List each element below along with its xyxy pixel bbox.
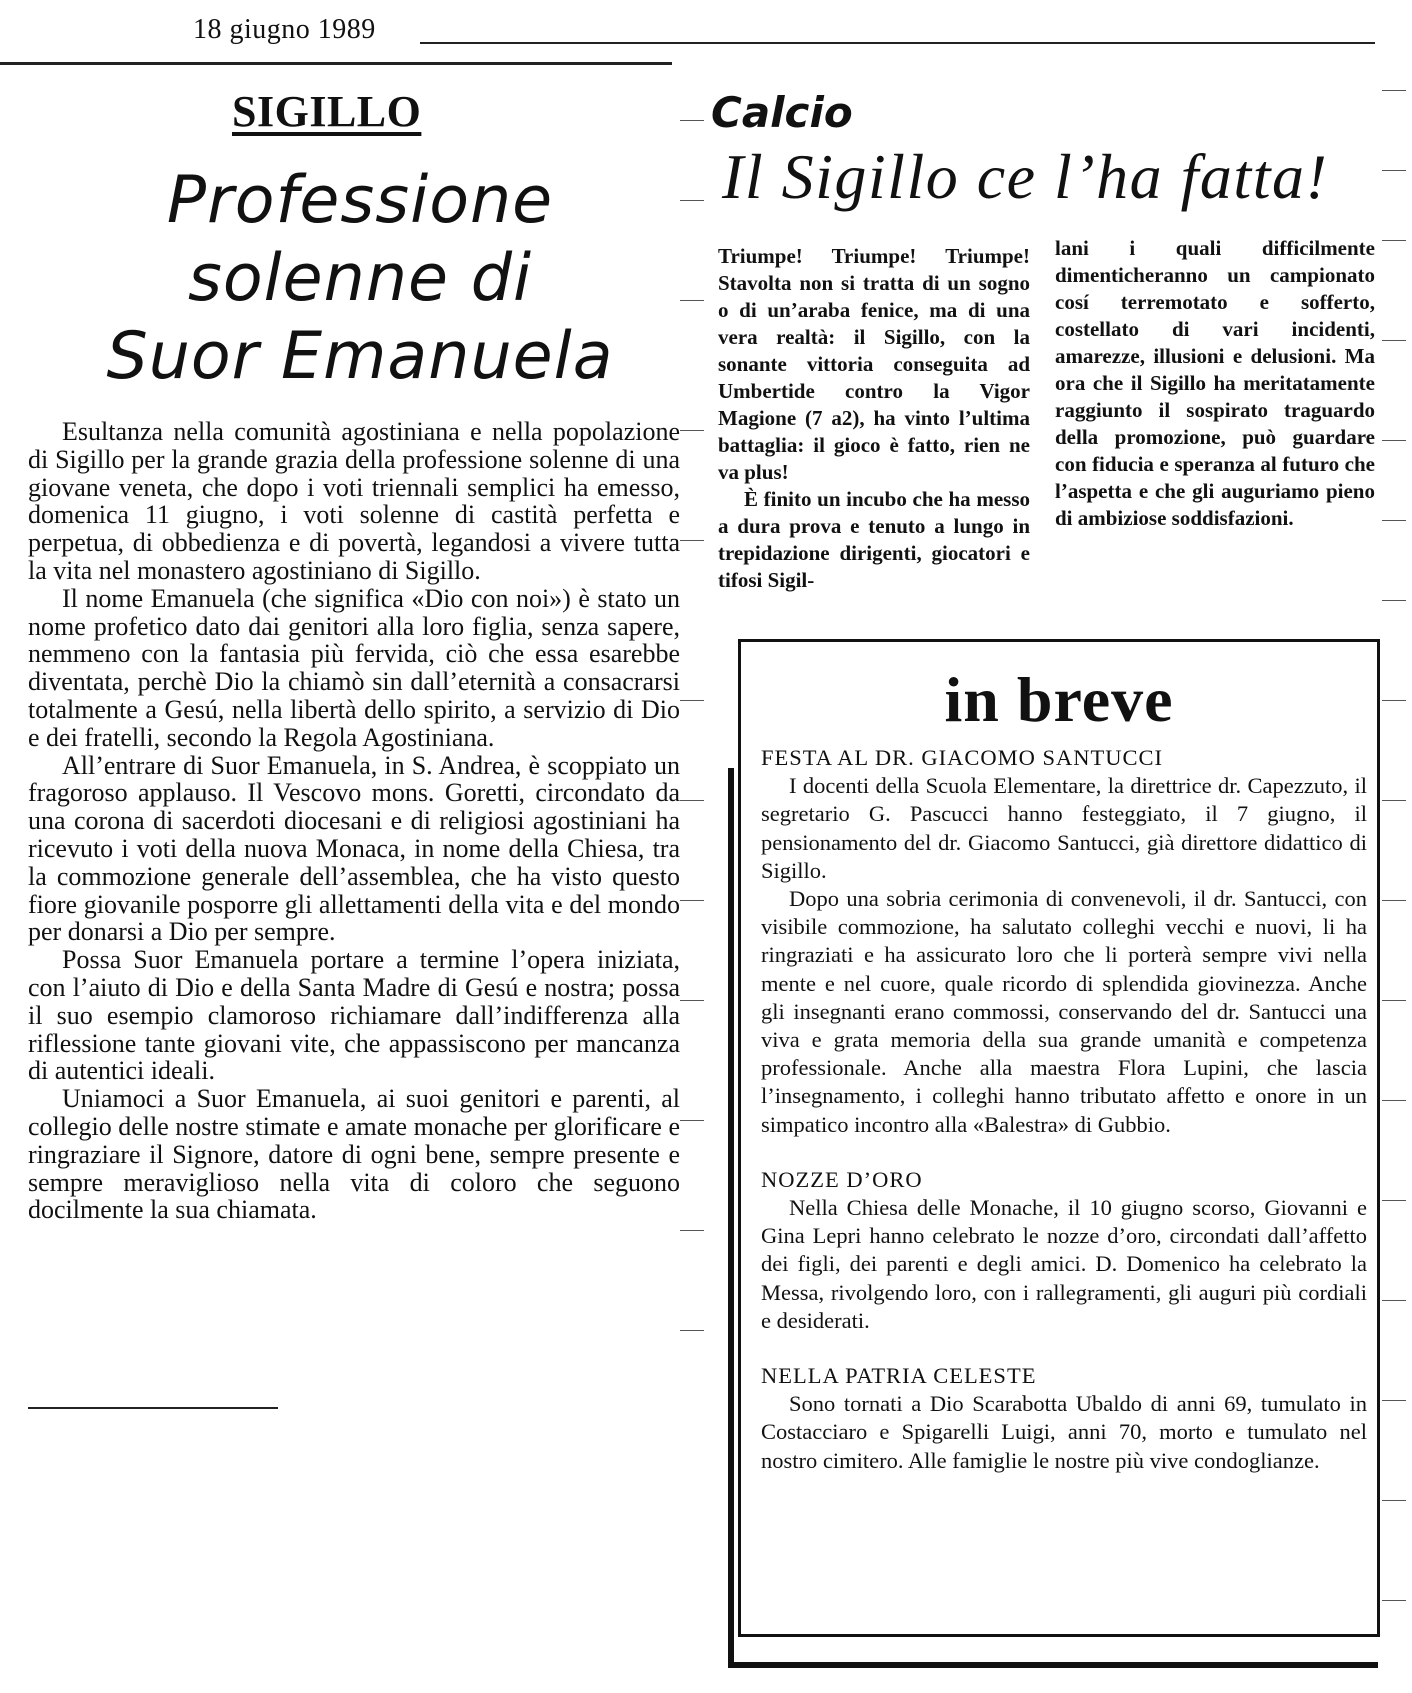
section-title-calcio: Calcio <box>711 88 853 137</box>
guide-dash <box>680 1000 704 1001</box>
guide-dash <box>680 200 704 201</box>
in-breve-title: in breve <box>944 664 1174 735</box>
headline-sigillo-fatta: Il Sigillo ce l’ha fatta! <box>722 141 1329 212</box>
news-heading: NELLA PATRIA CELESTE <box>761 1363 1037 1389</box>
article-body-left <box>28 418 680 1224</box>
guide-dash <box>680 1230 704 1231</box>
calcio-column-2 <box>1055 235 1375 532</box>
guide-dash <box>1382 240 1406 241</box>
paragraph: I docenti della Scuola Elementare, la direttrice dr. Capezzuto, il segretario G. Pascucci hanno festeggiato, il 7 giugno, il pensionamento del dr. Giacomo Santucci, già direttore didattico di Sigillo. <box>761 773 1367 883</box>
guide-dash <box>1382 1500 1406 1501</box>
box-shadow-bottom <box>728 1662 1378 1668</box>
guide-dash <box>680 430 704 431</box>
headline-line: solenne di <box>187 241 533 316</box>
guide-dash <box>1382 1100 1406 1101</box>
headline-professione <box>60 162 660 396</box>
guide-dash <box>1382 600 1406 601</box>
article-end-rule <box>28 1407 278 1409</box>
guide-dash <box>1382 900 1406 901</box>
guide-dash <box>1382 800 1406 801</box>
paragraph: Sono tornati a Dio Scarabotta Ubaldo di anni 69, tumulato in Costacciaro e Spigarelli Luigi, anni 70, morto e tumulato nel nostro cimitero. Alle famiglie le nostre più vive condoglianze. <box>761 1391 1367 1473</box>
guide-dash <box>680 1330 704 1331</box>
box-shadow-left <box>728 768 734 1668</box>
guide-dash <box>1382 170 1406 171</box>
paragraph: È finito un incubo che ha messo a dura prova e tenuto a lungo in trepidazione dirigenti, giocatori e tifosi Sigil- <box>718 487 1030 592</box>
guide-dash <box>680 800 704 801</box>
calcio-column-1 <box>718 243 1030 594</box>
guide-dash <box>1382 1200 1406 1201</box>
guide-dash <box>680 700 704 701</box>
guide-dash <box>680 900 704 901</box>
paragraph: All’entrare di Suor Emanuela, in S. Andrea, è scoppiato un fragoroso applauso. Il Vescovo mons. Goretti, circondato da una corona di sacerdoti diocesani e di religiosi agostiniani ha ricevuto i voti della nuova Monaca, in nome della Chiesa, tra la commozione generale dell’assemblea, che ha visto questo fiore giovanile posporre gli allettamenti della vita e del mondo per donarsi a Dio per sempre. <box>28 750 680 947</box>
paragraph: Dopo una sobria cerimonia di convenevoli, il dr. Santucci, con visibile commozione, ha salutato colleghi vecchi e nuovi, li ha ringraziati e ha assicurato loro che li porterà sempre vivi nella mente e nel cuore, quale ricordo di splendida giovinezza. Anche gli insegnanti erano commossi, conservando del dr. Santucci una viva e grata memoria della sua grande umanità e competenza professionale. Anche alla maestra Flora Lupini, che lascia l’insegnamento, i colleghi hanno tributato affetto e onore in un simpatico incontro alla «Balestra» di Gubbio. <box>761 886 1367 1137</box>
issue-date: 18 giugno 1989 <box>193 14 376 45</box>
paragraph: Uniamoci a Suor Emanuela, ai suoi genitori e parenti, al collegio delle nostre stimate e amate monache per glorificare e ringraziare il Signore, datore di ogni bene, sempre presente e sempre meraviglioso nella vita di coloro che seguono docilmente la sua chiamata. <box>28 1084 680 1225</box>
guide-dash <box>680 120 704 121</box>
paragraph: Il nome Emanuela (che significa «Dio con noi») è stato un nome profetico dato dai genitori alla loro figlia, senza sapere, nemmeno con la fantasia più fervida, ciò che essa esarebbe diventata, perchè Dio la chiamò sin dall’eternità a consacrarsi totalmente a Gesú, nella libertà dello spirito, a servizio di Dio e dei fratelli, secondo la Regola Agostiniana. <box>28 583 680 752</box>
guide-dash <box>680 1120 704 1121</box>
paragraph: Possa Suor Emanuela portare a termine l’opera iniziata, con l’aiuto di Dio e della Santa Madre di Gesú e nostra; possa il suo esempio clamoroso richiamare dall’indifferenza alla riflessione tante giovani vite, che appassiscono per mancanza di autentici ideali. <box>28 945 680 1086</box>
guide-dash <box>1382 1400 1406 1401</box>
guide-dash <box>1382 520 1406 521</box>
paragraph: Triumpe! Triumpe! Triumpe! Stavolta non si tratta di un sogno o di un’araba fenice, ma di una vera realtà: il Sigillo, con la sonante vittoria conseguita ad Umbertide contro la Vigor Magione (7 a2), ha vinto l’ultima battaglia: il gioco è fatto, rien ne va plus! <box>718 244 1030 484</box>
top-rule-right <box>420 42 1375 44</box>
guide-dash <box>1382 1600 1406 1601</box>
guide-dash <box>1382 1000 1406 1001</box>
guide-dash <box>1382 90 1406 91</box>
top-rule-left <box>0 62 672 65</box>
guide-dash <box>1382 440 1406 441</box>
headline-line: Professione <box>166 163 554 238</box>
guide-dash <box>680 540 704 541</box>
guide-dash <box>1382 340 1406 341</box>
paragraph: Nella Chiesa delle Monache, il 10 giugno scorso, Giovanni e Gina Lepri hanno celebrato le nozze d’oro, circondati dall’affetto dei figli, dei parenti e degli amici. D. Domenico ha celebrato la Messa, rivolgendo loro, con i rallegramenti, gli auguri più cordiali e desiderati. <box>761 1195 1367 1333</box>
in-breve-body <box>761 744 1367 1475</box>
section-title-sigillo: SIGILLO <box>232 87 422 136</box>
news-heading: NOZZE D’ORO <box>761 1166 923 1192</box>
guide-dash <box>680 300 704 301</box>
guide-dash <box>1382 1300 1406 1301</box>
paragraph: Esultanza nella comunità agostiniana e nella popolazione di Sigillo per la grande grazia della professione solenne di una giovane veneta, che dopo i voti triennali semplici ha emesso, domenica 11 giugno, i voti solenne di castità perfetta e perpetua, di obbedienza e di povertà, legandosi a vivere tutta la vita nel monastero agostiniano di Sigillo. <box>28 417 680 585</box>
guide-dash <box>1382 700 1406 701</box>
headline-line: Suor Emanuela <box>106 319 614 394</box>
news-heading: FESTA AL DR. GIACOMO SANTUCCI <box>761 745 1164 770</box>
paragraph: lani i quali difficilmente dimenticheranno un campionato cosí terremotato e sofferto, costellato di vari incidenti, amarezze, illusioni e delusioni. Ma ora che il Sigillo ha meritatamente raggiunto il sospirato traguardo della promozione, può guardare con fiducia e speranza al futuro che l’aspetta e che gli auguriamo pieno di ambiziose soddisfazioni. <box>1055 236 1375 530</box>
